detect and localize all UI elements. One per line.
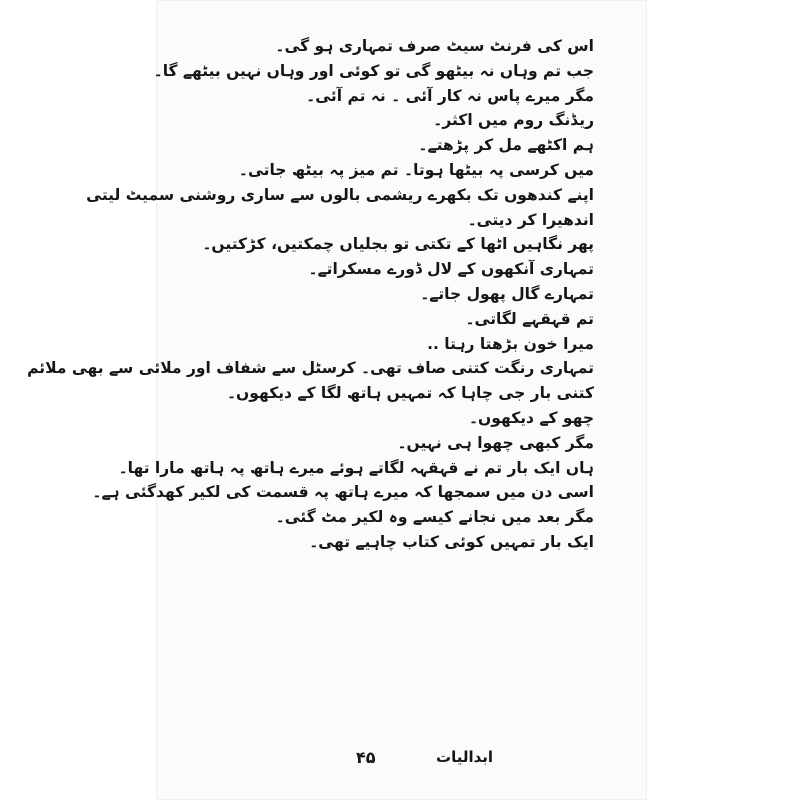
text-line: تمہاری آنکھوں کے لال ڈورے مسکراتے۔ <box>308 260 594 279</box>
text-line: مگر کبھی چھوا ہی نہیں۔ <box>397 433 594 452</box>
text-line: جب تم وہاں نہ بیٹھو گی تو کوئی اور وہاں نہیں بیٹھے گا۔ <box>153 61 594 80</box>
text-line: میرا خون بڑھتا رہتا .. <box>427 334 594 353</box>
running-title: ابدالیات <box>436 748 494 766</box>
text-line: ہاں ایک بار تم نے قہقہہ لگاتے ہوئے میرے ہاتھ پہ ہاتھ مارا تھا۔ <box>118 458 594 477</box>
text-line: اپنے کندھوں تک بکھرے ریشمی بالوں سے ساری روشنی سمیٹ لیتی <box>86 185 594 204</box>
text-line: پھر نگاہیں اٹھا کے تکتی تو بجلیاں چمکتیں، کڑکتیں۔ <box>202 235 594 254</box>
text-line: اسی دن میں سمجھا کہ میرے ہاتھ پہ قسمت کی لکیر کھدگئی ہے۔ <box>92 483 594 502</box>
text-line: ہم اکٹھے مل کر پڑھتے۔ <box>418 136 594 155</box>
page-text <box>27 34 594 555</box>
text-line: مگر میرے پاس نہ کار آئی ۔ نہ تم آئی۔ <box>306 86 594 105</box>
text-line: تمہارے گال پھول جاتے۔ <box>420 284 594 303</box>
text-line: ریڈنگ روم میں اکثر۔ <box>433 111 594 130</box>
text-line: چھو کے دیکھوں۔ <box>468 408 594 427</box>
text-line: اندھیرا کر دیتی۔ <box>467 210 594 229</box>
text-line: میں کرسی پہ بیٹھا ہوتا۔ تم میز پہ بیٹھ جاتی۔ <box>238 160 594 179</box>
text-line: تمہاری رنگت کتنی صاف تھی۔ کرسٹل سے شفاف اور ملائی سے بھی ملائم <box>27 359 594 378</box>
text-line: تم قہقہے لگاتی۔ <box>465 309 594 328</box>
text-line: مگر بعد میں نجانے کیسے وہ لکیر مٹ گئی۔ <box>275 508 594 527</box>
text-line: اس کی فرنٹ سیٹ صرف تمہاری ہو گی۔ <box>275 37 594 55</box>
text-line: کتنی بار جی چاہا کہ تمہیں ہاتھ لگا کے دیکھوں۔ <box>226 384 594 403</box>
page-number: ۴۵ <box>356 748 376 767</box>
text-line: ایک بار تمہیں کوئی کتاب چاہیے تھی۔ <box>309 532 594 551</box>
page-footer <box>0 748 800 772</box>
